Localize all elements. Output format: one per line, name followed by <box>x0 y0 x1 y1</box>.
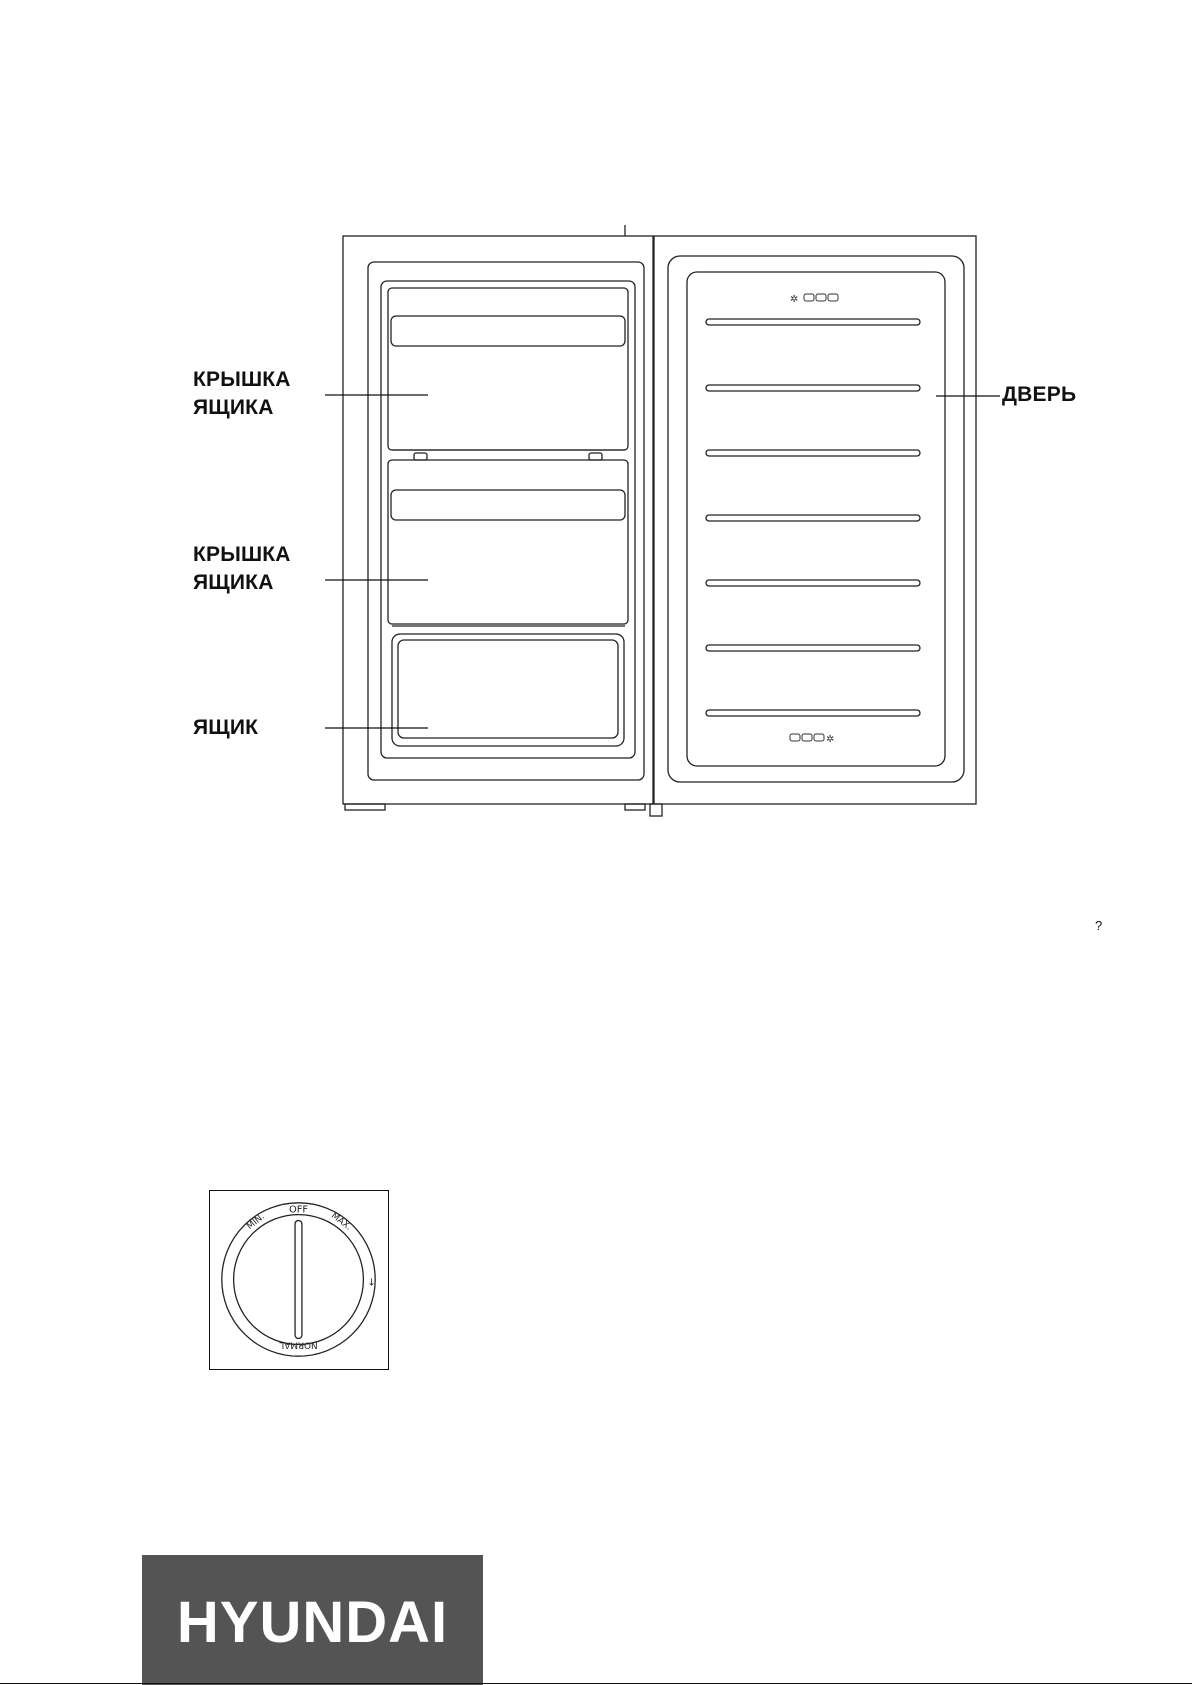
label-drawer-lid-1-line-2: ЯЩИКА <box>193 396 274 419</box>
cabinet-inner-frame <box>368 262 644 780</box>
door-shelf-5 <box>706 580 920 586</box>
page-bottom-rule <box>0 1683 1192 1684</box>
label-drawer: ЯЩИК <box>193 716 259 739</box>
door-shelf-1 <box>706 319 920 325</box>
door-shelf-3 <box>706 450 920 456</box>
label-drawer-lid-1-line-1: КРЫШКА <box>193 368 291 391</box>
drawer-lid-2 <box>391 490 625 520</box>
label-door: ДВЕРЬ <box>1002 383 1077 406</box>
thermostat-dial-box <box>209 1190 389 1370</box>
missing-glyph-marker: ? <box>1095 918 1103 933</box>
door-bottom-icons <box>790 734 834 745</box>
drawer-body <box>392 634 624 746</box>
door-hinge-bottom <box>650 804 662 816</box>
label-drawer-lid-2 <box>193 541 291 597</box>
label-drawer-lid-2-line-1: КРЫШКА <box>193 543 291 566</box>
label-drawer-lid-2-line-2: ЯЩИКА <box>193 571 274 594</box>
dial-label-off: OFF <box>288 1204 309 1216</box>
cabinet-foot-right <box>625 804 645 810</box>
door-outline <box>654 236 976 804</box>
compartment-upper-frame <box>388 288 628 450</box>
cabinet-foot-left <box>345 804 385 810</box>
svg-text:✲: ✲ <box>826 734 835 745</box>
lid-1-latch-right <box>589 453 602 460</box>
door-shelf-7 <box>706 710 920 716</box>
dial-arrow-icon: ↓ <box>367 1277 376 1289</box>
door-shelf-4 <box>706 515 920 521</box>
door-shelf-2 <box>706 385 920 391</box>
label-drawer-lid-1 <box>193 366 291 422</box>
brand-logo <box>142 1555 483 1685</box>
door-gasket-inner <box>687 272 945 766</box>
dial-label-normal: NORMAL <box>279 1339 318 1350</box>
dial-knob <box>234 1215 364 1345</box>
drawer-lid-1 <box>391 316 625 346</box>
svg-text:✲: ✲ <box>790 294 799 305</box>
compartment-middle-frame <box>388 460 628 624</box>
thermostat-dial <box>210 1191 387 1368</box>
drawer-front <box>398 640 618 738</box>
dial-pointer <box>295 1221 302 1339</box>
dial-label-min: MIN. <box>245 1211 267 1232</box>
door-top-icons <box>790 294 838 305</box>
dial-label-max: MAX. <box>329 1210 353 1233</box>
lid-1-latch-left <box>414 453 427 460</box>
door-shelf-6 <box>706 645 920 651</box>
brand-logo-text: HYUNDAI <box>176 1589 449 1655</box>
